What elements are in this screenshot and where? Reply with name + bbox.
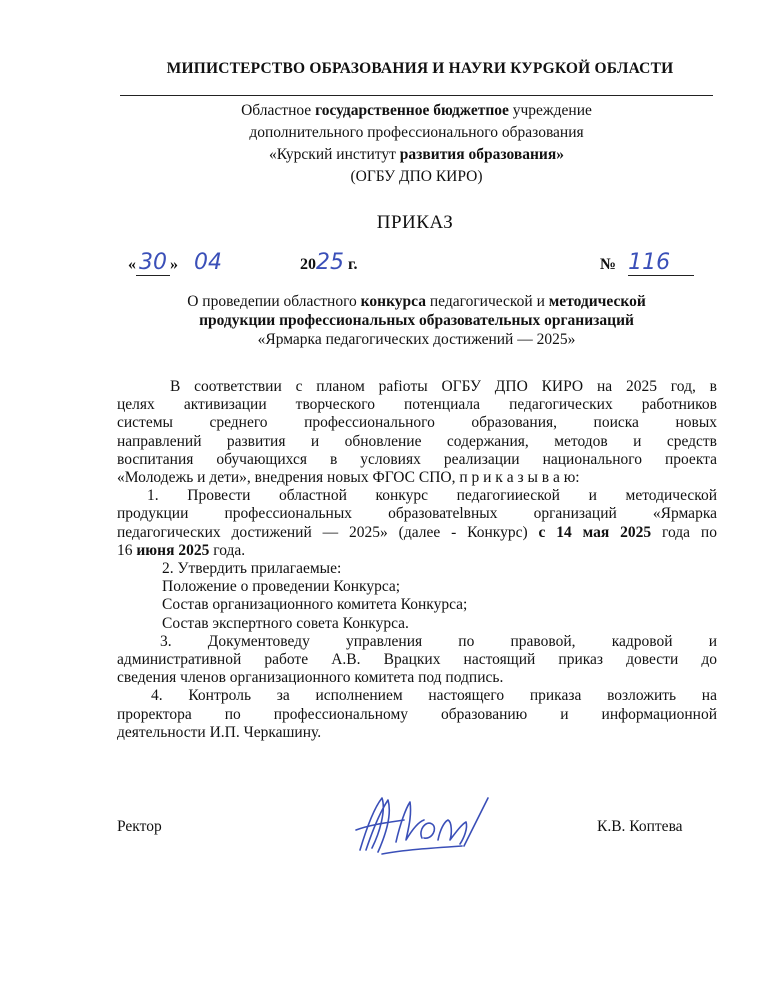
number-value: 116	[628, 250, 671, 275]
number-blank	[628, 250, 694, 276]
signatory-name: К.В. Коптева	[597, 818, 683, 835]
item-1-line: продукции профессиональных образоватеlвных организаций «Ярмарка	[117, 505, 717, 523]
subject-part-d: методической	[548, 293, 646, 310]
header-divider	[120, 95, 713, 96]
body-line: целях активизации творческого потенциала педагогических работников	[117, 396, 717, 414]
subject-part-b: конкурса	[360, 293, 426, 310]
item-3-line: административной работе А.В. Врацких настоящий приказ довести до	[117, 651, 717, 669]
date-quote-close: »	[170, 256, 178, 273]
item-4-line: 4. Контроль за исполнением настоящего приказа возложить на	[151, 687, 717, 705]
body-line: воспитания обучающихся в условиях реализации национального проекта	[117, 450, 717, 468]
body-line: «Молодежь и дети», внедрения новых ФГОС СПО, п р и к а з ы в а ю:	[117, 469, 580, 487]
date-month: 04	[194, 250, 222, 275]
year-unit: г.	[348, 256, 358, 273]
org-line-3-bold: развития образования»	[399, 146, 564, 163]
handwritten-signature	[352, 790, 492, 860]
document-title: ПРИКАЗ	[376, 212, 454, 233]
org-line-1	[120, 100, 713, 122]
org-line-1-bold: государственное бюджетпое	[315, 102, 509, 119]
subject-part-a: О проведепии областного	[187, 293, 361, 310]
org-line-3-pre: «Курский институт	[268, 146, 400, 163]
org-line-1-post: учреждение	[508, 102, 592, 119]
org-abbreviation: (ОГБУ ДПО КИРО)	[350, 168, 483, 185]
order-year	[300, 250, 357, 280]
ministry-header: МИПИСТЕРСТВО ОБРАЗОВАНИЯ И НАУRИ КУPGКОЙ ОБЛАСТИ	[166, 60, 674, 77]
item-2-sub: Состав экспертного совета Конкурса.	[162, 614, 409, 632]
item-2: 2. Утвердить прилагаемые:	[162, 560, 342, 578]
org-line-3	[120, 144, 713, 166]
order-date	[128, 250, 222, 280]
org-line-1-pre: Областное	[241, 102, 316, 119]
org-line-2: дополнительного профессионального образования	[249, 124, 584, 141]
item-3-line: 3. Документоведу управления по правовой, кадровой и	[160, 632, 717, 650]
item-4-line: проректора по профессиональному образованию и информационной	[117, 705, 717, 723]
order-body	[117, 378, 717, 742]
organization-block	[120, 100, 713, 188]
body-line: направлений развития и обновление содержания, методов и средств	[117, 432, 717, 450]
item-1-line: 16 июня 2025 года.	[117, 541, 246, 559]
order-subject	[120, 292, 713, 349]
year-prefix: 20	[300, 256, 316, 273]
subject-line-2: продукции профессиональных образовательных организаций	[199, 312, 634, 329]
body-line: В соответствии с планом раfioты ОГБУ ДПО КИРО на 2025 год, в	[170, 378, 717, 395]
item-2-sub: Положение о проведении Конкурса;	[162, 578, 401, 596]
subject-line-1	[120, 292, 713, 311]
number-label: №	[600, 256, 617, 273]
year-suffix: 25	[316, 250, 344, 275]
body-line: системы среднего профессионального образования, поиска новых	[117, 414, 717, 432]
item-2-sub: Состав организационного комитета Конкурса;	[162, 596, 468, 614]
item-1-line: педагогических достижений — 2025» (далее - Конкурс) с 14 мая 2025 года по	[117, 523, 717, 541]
item-3-line: сведения членов организационного комитета под подпись.	[117, 669, 504, 687]
order-number	[600, 250, 694, 280]
date-day: 30	[139, 250, 167, 275]
item-4-line: деятельности И.П. Черкашину.	[117, 723, 322, 741]
subject-line-3: «Ярмарка педагогических достижений — 2025»	[257, 331, 576, 348]
date-quote-open: «	[128, 256, 136, 273]
item-1-line: 1. Провести областной конкурс педагогииеской и методической	[147, 487, 717, 505]
subject-part-c: педагогической и	[425, 293, 549, 310]
date-day-blank	[136, 250, 170, 276]
signatory-position: Ректор	[117, 818, 162, 835]
